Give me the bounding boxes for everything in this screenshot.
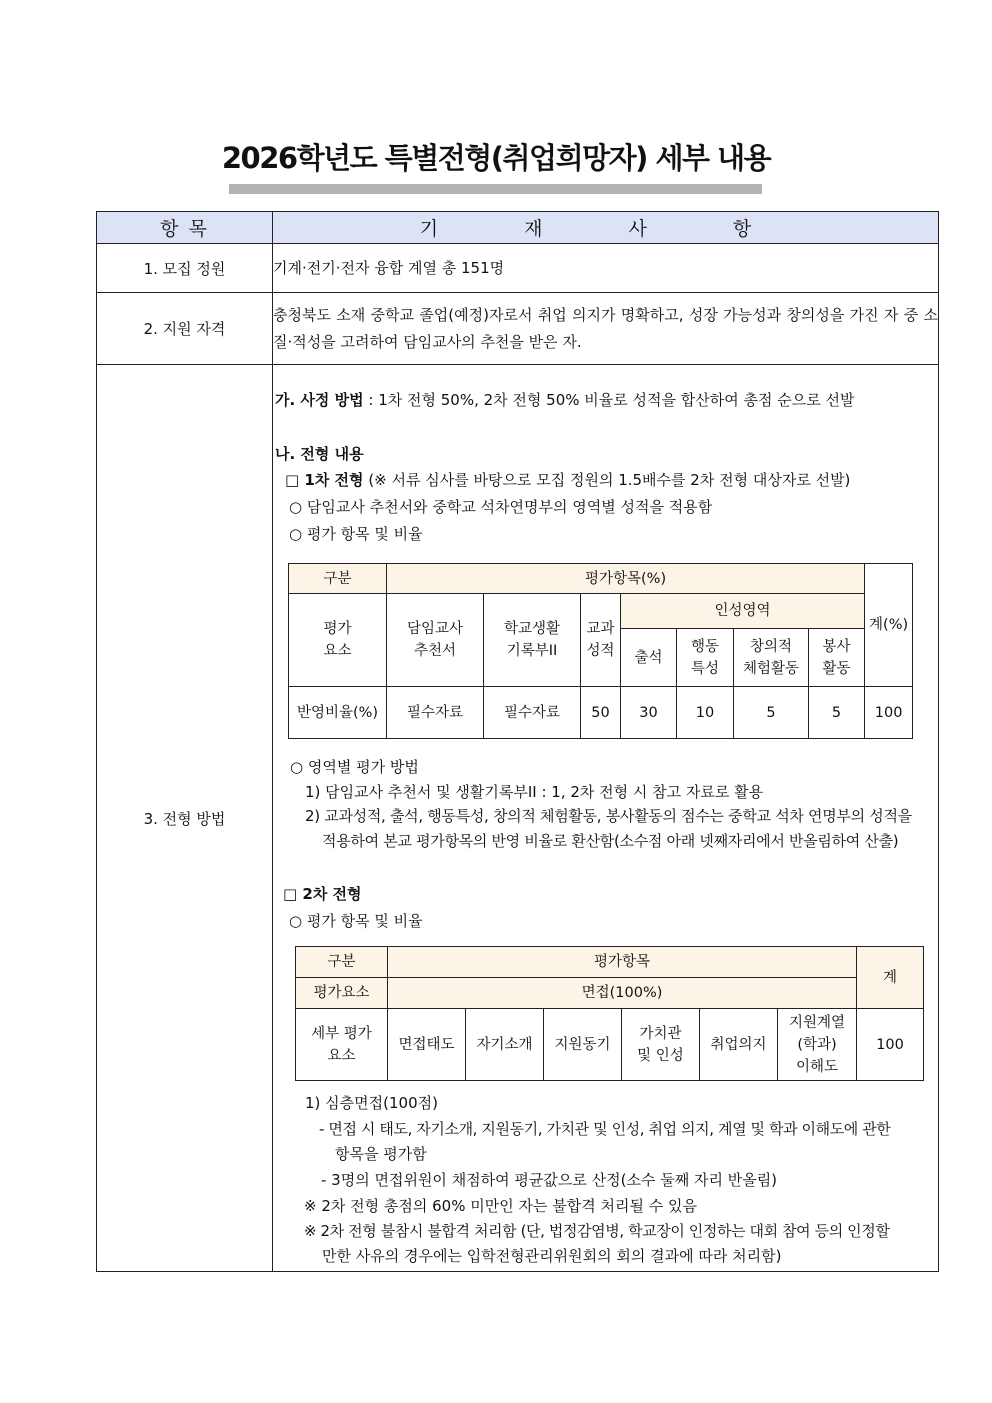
first-round-table: [288, 563, 913, 739]
t2-eval-factor: 평가요소: [296, 978, 388, 1009]
t1-behavior: 행동 특성: [677, 629, 734, 687]
t1-v-total: 100: [865, 687, 913, 739]
t2-intro: 자기소개: [466, 1009, 544, 1081]
area-item-2b: 적용하여 본교 평가항목의 반영 비율로 환산함(소수점 아래 넷째자리에서 반올림하여 산출): [322, 832, 899, 850]
note-1: ※ 2차 전형 총점의 60% 미만인 자는 불합격 처리될 수 있음: [304, 1197, 697, 1215]
method-na-title: 나. 전형 내용: [275, 445, 364, 463]
t1-attendance: 출석: [621, 629, 677, 687]
header-item: 항 목: [97, 212, 273, 244]
t2-values: 가치관 및 인성: [622, 1009, 700, 1081]
row-label-quota: 1. 모집 정원: [97, 244, 273, 293]
row-label-eligibility: 2. 지원 자격: [97, 293, 273, 365]
main-table: [96, 211, 939, 1272]
area-item-2a: 2) 교과성적, 출석, 행동특성, 창의적 체험활동, 봉사활동의 점수는 중학교 석차 연명부의 성적을: [305, 807, 912, 825]
first-round-note: (※ 서류 심사를 바탕으로 모집 정원의 1.5배수를 2차 전형 대상자로 선발): [368, 471, 851, 489]
first-round-items-title: ○ 평가 항목 및 비율: [289, 525, 423, 543]
note-2b: 만한 사유의 경우에는 입학전형관리위원회의 회의 결과에 따라 처리함): [322, 1247, 782, 1265]
t2-understand: 지원계열 (학과) 이해도: [778, 1009, 857, 1081]
t1-school-record: 학교생활 기록부II: [484, 594, 581, 687]
deep-item-1b: 항목을 평가함: [335, 1145, 427, 1163]
t2-eval-items: 평가항목: [388, 947, 857, 978]
row-label-method: 3. 전형 방법: [97, 365, 273, 1272]
t1-v-creative: 5: [734, 687, 809, 739]
note-2a: ※ 2차 전형 불참시 불합격 처리함 (단, 법정감염병, 학교장이 인정하는 대회 참여 등의 인정할: [304, 1222, 890, 1240]
t1-total-header: 계(%): [865, 564, 913, 687]
t1-ratio: 반영비율(%): [289, 687, 387, 739]
t1-v-volunteer: 5: [809, 687, 865, 739]
t1-gubun: 구분: [289, 564, 387, 594]
deep-title: 1) 심층면접(100점): [305, 1094, 438, 1112]
t1-character: 인성영역: [621, 594, 865, 629]
deep-item-1a: - 면접 시 태도, 자기소개, 지원동기, 가치관 및 인성, 취업 의지, 계열 및 학과 이해도에 관한: [319, 1120, 891, 1138]
t1-eval-factor: 평가 요소: [289, 594, 387, 687]
row-content-eligibility: 충청북도 소재 중학교 졸업(예정)자로서 취업 의지가 명확하고, 성장 가능성과 창의성을 가진 자 중 소질·적성을 고려하여 담임교사의 추천을 받은 자.: [273, 293, 939, 365]
title-underline: [229, 184, 762, 194]
t2-attitude: 면접태도: [388, 1009, 466, 1081]
method-ga: [275, 389, 854, 410]
second-round-title: □ 2차 전형: [283, 885, 362, 903]
t2-total-header: 계: [857, 947, 924, 1009]
method-ga-text: : 1차 전형 50%, 2차 전형 50% 비율로 성적을 합산하여 총점 순으로 선발: [368, 391, 855, 409]
t1-teacher-rec: 담임교사 추천서: [387, 594, 484, 687]
second-round-items-title: ○ 평가 항목 및 비율: [289, 912, 423, 930]
t2-gubun: 구분: [296, 947, 388, 978]
document-title: 2026학년도 특별전형(취업희망자) 세부 내용: [221, 141, 771, 175]
method-ga-title: 가. 사정 방법: [275, 391, 364, 409]
row-content-quota: 기계·전기·전자 융합 계열 총 151명: [273, 244, 939, 293]
t2-interview: 면접(100%): [388, 978, 857, 1009]
first-round-criteria: ○ 담임교사 추천서와 중학교 석차연명부의 영역별 성적을 적용함: [289, 498, 713, 516]
t2-employ: 취업의지: [700, 1009, 778, 1081]
t1-creative: 창의적 체험활동: [734, 629, 809, 687]
t2-motive: 지원동기: [544, 1009, 622, 1081]
t2-v-total: 100: [857, 1009, 924, 1081]
header-content: 기 재 사 항: [273, 212, 939, 244]
t1-v-attendance: 30: [621, 687, 677, 739]
t2-detail: 세부 평가 요소: [296, 1009, 388, 1081]
second-round-table: [295, 946, 924, 1081]
deep-item-2: - 3명의 면접위원이 채점하여 평균값으로 산정(소수 둘째 자리 반올림): [321, 1171, 778, 1189]
t1-v-subject: 50: [581, 687, 621, 739]
area-title: ○ 영역별 평가 방법: [290, 758, 419, 776]
first-round-heading: [285, 469, 850, 490]
t1-volunteer: 봉사 활동: [809, 629, 865, 687]
t1-subject: 교과 성적: [581, 594, 621, 687]
row-content-method: [273, 365, 939, 1272]
t1-v-teacher: 필수자료: [387, 687, 484, 739]
area-item-1: 1) 담임교사 추천서 및 생활기록부II : 1, 2차 전형 시 참고 자료로 활용: [305, 783, 764, 801]
t1-v-behavior: 10: [677, 687, 734, 739]
t1-v-record: 필수자료: [484, 687, 581, 739]
first-round-title: □ 1차 전형: [285, 471, 364, 489]
t1-eval-items: 평가항목(%): [387, 564, 865, 594]
